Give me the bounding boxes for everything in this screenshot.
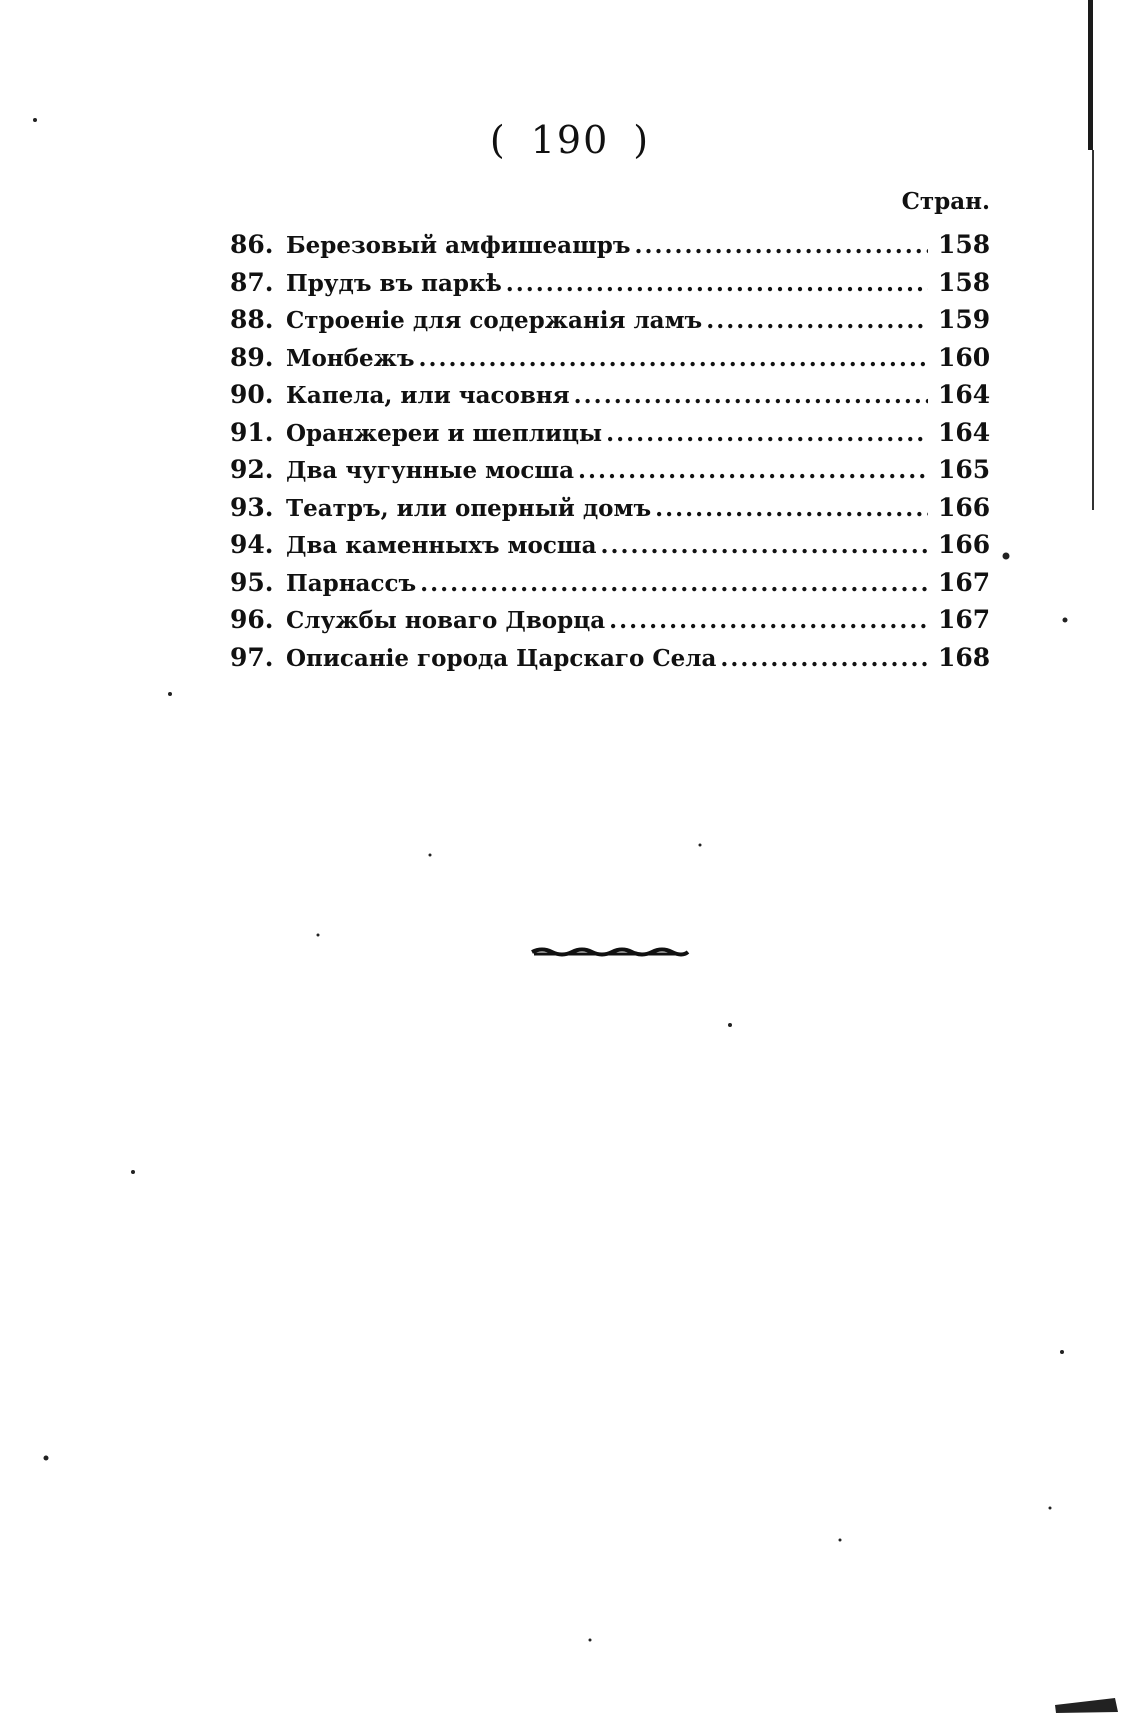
toc-entry-number: 97.	[230, 642, 274, 672]
toc-entry-number: 87.	[230, 267, 274, 297]
toc-entry-title: Службы новаго Дворца	[286, 607, 606, 634]
toc-entry-page: 167	[938, 567, 991, 597]
page-number-header	[0, 118, 1140, 162]
toc-entry-number: 94.	[230, 530, 274, 559]
toc-entry-number: 93.	[230, 492, 274, 522]
toc-leader-dots	[574, 382, 928, 409]
toc-entry	[230, 380, 990, 418]
toc-entry-number: 92.	[230, 455, 274, 484]
toc-leader-dots	[635, 232, 928, 259]
toc-entry-page: 168	[938, 642, 991, 672]
toc-entry-page: 158	[938, 230, 991, 259]
toc-entry-page: 165	[938, 455, 991, 484]
toc-entry-title: Описаніе города Царскаго Села	[286, 644, 717, 672]
toc-entry-number: 88.	[230, 305, 274, 334]
toc-leader-dots	[506, 270, 928, 297]
toc-entry-page: 159	[938, 305, 991, 334]
table-of-contents	[230, 230, 990, 680]
toc-entry-page: 166	[938, 530, 991, 559]
page-number: 190	[530, 118, 610, 162]
toc-entry	[230, 230, 990, 268]
toc-entry-number: 89.	[230, 342, 274, 372]
toc-entry	[230, 643, 990, 681]
toc-entry-number: 86.	[230, 230, 274, 259]
ornamental-divider	[530, 946, 690, 958]
toc-entry-title: Прудъ въ паркѣ	[286, 269, 502, 297]
toc-entry-number: 95.	[230, 567, 274, 597]
toc-leader-dots	[606, 420, 928, 447]
close-paren: )	[633, 118, 651, 162]
toc-entry-page: 164	[938, 417, 991, 447]
toc-entry	[230, 305, 990, 343]
toc-leader-dots	[609, 607, 928, 634]
toc-entry-number: 90.	[230, 380, 274, 409]
toc-entry-page: 166	[938, 492, 991, 522]
toc-leader-dots	[418, 345, 928, 372]
page-column-label: Стран.	[901, 188, 990, 215]
toc-entry-title: Строеніе для содержанія ламъ	[286, 307, 703, 334]
toc-leader-dots	[578, 457, 928, 484]
toc-entry	[230, 343, 990, 381]
toc-entry-title: Два каменныхъ мосша	[286, 532, 597, 559]
toc-entry	[230, 568, 990, 606]
toc-entry-title: Капела, или часовня	[286, 382, 570, 409]
toc-leader-dots	[655, 495, 928, 522]
toc-entry	[230, 268, 990, 306]
toc-entry-page: 158	[938, 267, 991, 297]
toc-entry-page: 160	[938, 342, 991, 372]
toc-leader-dots	[720, 645, 928, 672]
toc-entry-title: Парнассъ	[286, 569, 417, 597]
toc-entry-title: Монбежъ	[286, 344, 415, 372]
toc-entry-number: 96.	[230, 605, 274, 634]
open-paren: (	[489, 118, 507, 162]
toc-entry	[230, 605, 990, 643]
toc-leader-dots	[601, 532, 929, 559]
toc-entry-title: Два чугунные мосша	[286, 457, 575, 484]
toc-entry-page: 164	[938, 380, 991, 409]
toc-entry-number: 91.	[230, 417, 274, 447]
toc-entry-page: 167	[938, 605, 991, 634]
toc-leader-dots	[706, 307, 928, 334]
toc-entry	[230, 418, 990, 456]
toc-entry	[230, 455, 990, 493]
toc-entry	[230, 530, 990, 568]
toc-leader-dots	[420, 570, 928, 597]
toc-entry-title: Оранжереи и шеплицы	[286, 419, 603, 447]
page-edge-line-thin	[1092, 150, 1094, 510]
toc-entry-title: Березовый амфишеашръ	[286, 232, 631, 259]
toc-entry	[230, 493, 990, 531]
toc-entry-title: Театръ, или оперный домъ	[286, 494, 652, 522]
